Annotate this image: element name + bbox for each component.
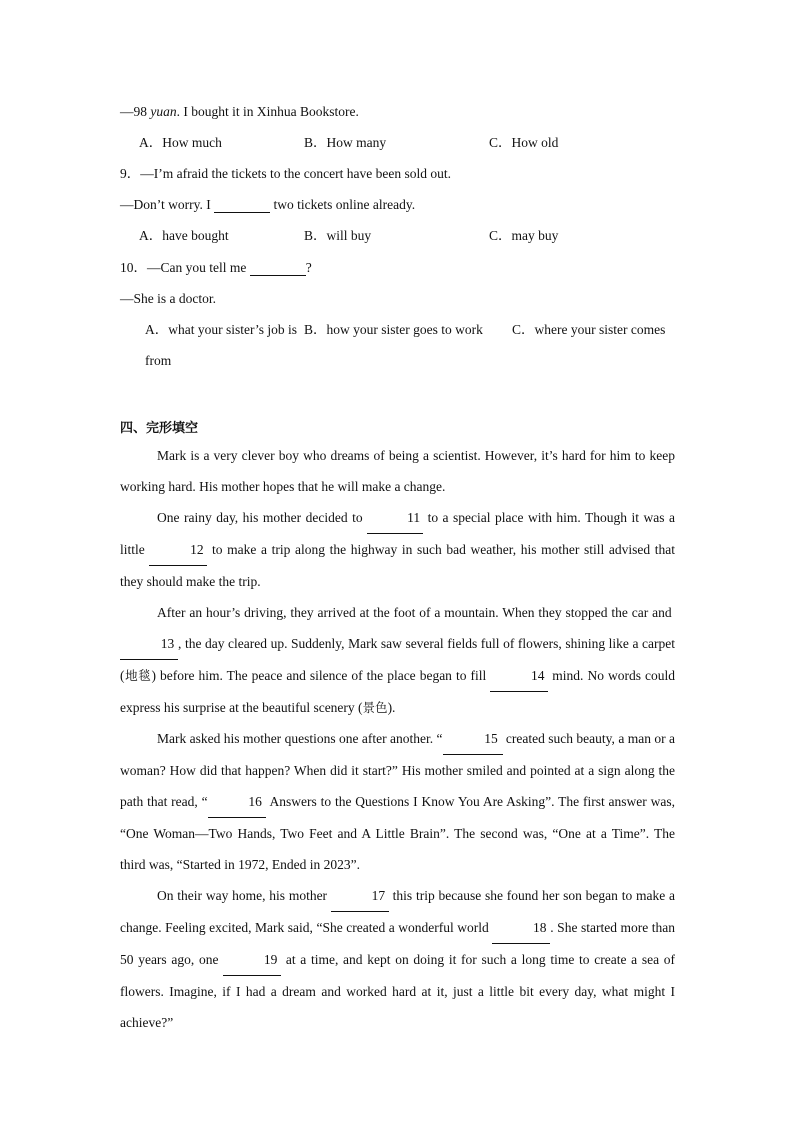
q9-blank [214, 198, 270, 213]
section-heading: 四、完形填空 [120, 421, 199, 436]
paragraph-3: After an hour’s driving, they arrived at the foot of a mountain. When they stopped the car and 13 , the day cleared up. Suddenly, Mark saw several fields full of flowers, shining like a carpet (地毯) before him. The peace and silence of the place began to fill 14 mind. No words could express his surprise at the beautiful scenery (景色). [120, 605, 675, 715]
q9-stem: 9．—I’m afraid the tickets to the concert have been sold out. [120, 166, 452, 181]
q9-reply: —Don’t worry. I two tickets online already. [120, 197, 416, 212]
blank-16: 16 [208, 786, 266, 818]
q10-stem: 10．—Can you tell me ? [120, 260, 312, 275]
q8-answer: —98 yuan. I bought it in Xinhua Bookstore. [120, 104, 359, 119]
blank-12: 12 [149, 534, 207, 566]
paragraph-5: On their way home, his mother 17 this trip because she found her son began to make a change. Feeling excited, Mark said, “She created a wonderful world 18 . She started more than 50 years ago, one 19 at a time, and kept on doing it for such a long time to create a sea of flowers. Imagine, if I had a dream and worked hard at it, just a little bit every day, what might I achieve?” [120, 880, 675, 1038]
blank-13: 13 [120, 628, 178, 660]
cloze-passage [120, 440, 675, 1038]
blank-14: 14 [490, 660, 548, 692]
q10-option-b: B．how your sister goes to work [304, 322, 483, 337]
q10-option-c-wrap: from [145, 353, 172, 368]
q9-option-a: A．have bought [139, 228, 229, 243]
paragraph-1: Mark is a very clever boy who dreams of being a scientist. However, it’s hard for him to keep working hard. His mother hopes that he will make a change. [120, 448, 675, 494]
blank-19: 19 [223, 944, 281, 976]
blank-18: 18 [492, 912, 550, 944]
blank-15: 15 [443, 723, 503, 755]
q10-blank [250, 261, 306, 276]
q10-option-c: C．where your sister comes [512, 322, 666, 337]
q8-option-a: A．How much [139, 135, 222, 150]
q9-option-b: B．will buy [304, 228, 372, 243]
blank-11: 11 [367, 502, 423, 534]
q8-option-b: B．How many [304, 135, 387, 150]
q9-option-c: C．may buy [489, 228, 559, 243]
q10-reply: —She is a doctor. [120, 291, 216, 306]
q10-option-a: A．what your sister’s job is [145, 322, 297, 337]
q8-option-c: C．How old [489, 135, 559, 150]
paragraph-2: One rainy day, his mother decided to 11 to a special place with him. Though it was a little 12 to make a trip along the highway in such bad weather, his mother still advised that they should make the trip. [120, 502, 675, 597]
paragraph-4: Mark asked his mother questions one after another. “ 15 created such beauty, a man or a woman? How did that happen? When did it start?” His mother smiled and pointed at a sign along the path that read, “ 16 Answers to the Questions I Know You Are Asking”. The first answer was, “One Woman—Two Hands, Two Feet and A Little Brain”. The second was, “One at a Time”. The third was, “Started in 1972, Ended in 2023”. [120, 723, 675, 880]
blank-17: 17 [331, 880, 389, 912]
